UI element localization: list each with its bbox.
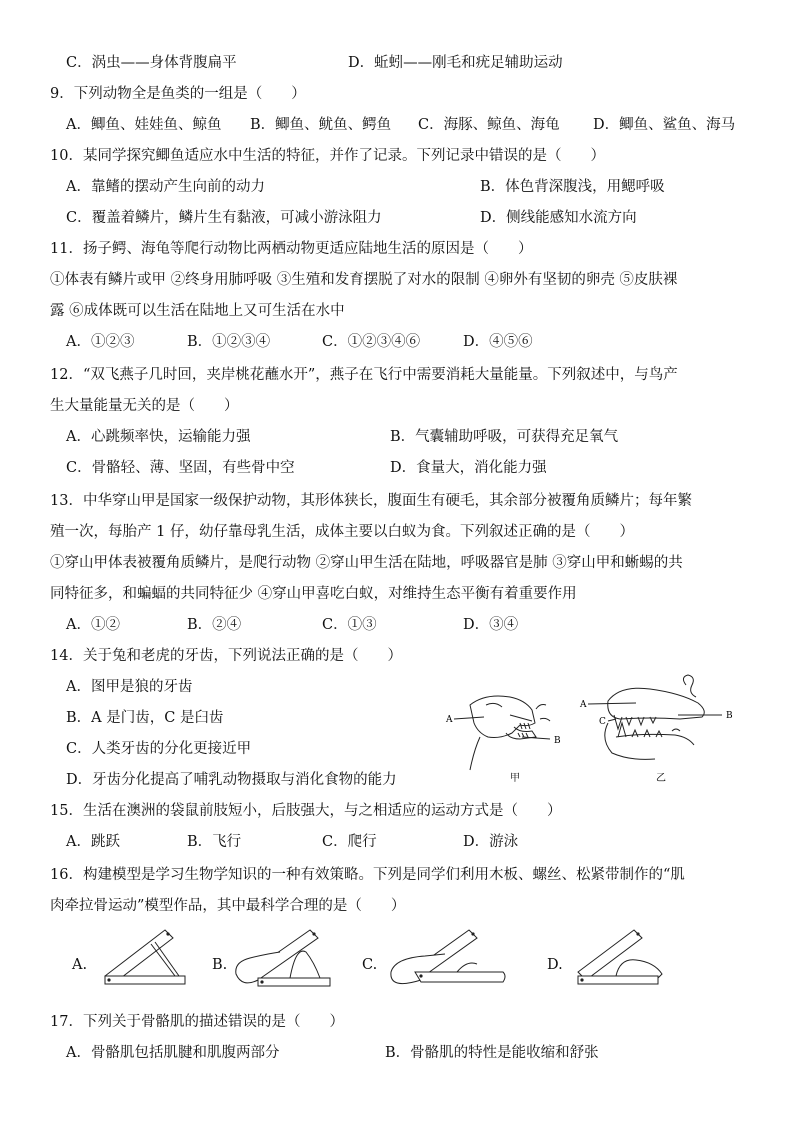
q16-option-b-label: B.	[212, 957, 228, 973]
q14-option-b: B．A 是门齿，C 是臼齿	[66, 710, 224, 726]
q16-model-d	[570, 928, 670, 990]
q15-option-d: D．游泳	[463, 834, 519, 850]
q15-option-b: B．飞行	[187, 834, 242, 850]
q10-option-d: D．侧线能感知水流方向	[480, 210, 637, 226]
q9-stem: 9．下列动物全是鱼类的一组是（ ）	[50, 86, 306, 102]
q13-stem-line-1: 13．中华穿山甲是国家一级保护动物，其形体狭长，腹面生有硬毛，其余部分被覆角质鳞片；每年繁	[50, 493, 692, 509]
q13-option-d: D．③④	[463, 617, 519, 633]
q13-statements-line-1: ①穿山甲体表被覆角质鳞片，是爬行动物 ②穿山甲生活在陆地，呼吸器官是肺 ③穿山甲和蜥蜴的共	[50, 555, 683, 571]
q13-option-b: B．②④	[187, 617, 242, 633]
q11-option-b: B．①②③④	[187, 334, 271, 350]
rabbit-label-b: B	[554, 736, 561, 746]
q14-option-a: A．图甲是狼的牙齿	[66, 679, 193, 695]
q11-stem: 11．扬子鳄、海龟等爬行动物比两栖动物更适应陆地生活的原因是（ ）	[50, 241, 533, 257]
q15-option-a: A．跳跃	[66, 834, 120, 850]
q12-option-b: B．气囊辅助呼吸，可获得充足氧气	[390, 429, 619, 445]
tiger-label-a-leader	[588, 703, 636, 704]
rabbit-label-a: A	[446, 715, 453, 725]
caption-jia: 甲	[510, 773, 520, 784]
q13-statements-line-2: 同特征多，和蝙蝠的共同特征少 ④穿山甲喜吃白蚁，对维持生态平衡有着重要作用	[50, 586, 577, 602]
q17-option-a: A．骨骼肌包括肌腱和肌腹两部分	[66, 1045, 280, 1061]
tiger-label-a: A	[580, 700, 587, 710]
q15-stem: 15．生活在澳洲的袋鼠前肢短小，后肢强大，与之相适应的运动方式是（ ）	[50, 803, 562, 819]
q17-stem: 17．下列关于骨骼肌的描述错误的是（ ）	[50, 1014, 344, 1030]
q17-option-b: B．骨骼肌的特性是能收缩和舒张	[385, 1045, 599, 1061]
q14-option-c: C．人类牙齿的分化更接近甲	[66, 741, 252, 757]
q16-model-b	[232, 928, 337, 990]
q12-option-d: D．食量大，消化能力强	[390, 460, 547, 476]
q14-teeth-figure	[440, 675, 740, 790]
q8-option-c: C．涡虫——身体背腹扁平	[66, 55, 237, 71]
q10-option-c: C．覆盖着鳞片，鳞片生有黏液，可减小游泳阻力	[66, 210, 382, 226]
rabbit-skull-drawing	[470, 696, 550, 770]
q11-statements-line-2: 露 ⑥成体既可以生活在陆地上又可生活在水中	[50, 303, 345, 319]
q16-stem-line-1: 16．构建模型是学习生物学知识的一种有效策略。下列是同学们利用木板、螺丝、松紧带制作的“肌	[50, 867, 685, 883]
q13-stem-line-2: 殖一次，每胎产 1 仔，幼仔靠母乳生活，成体主要以白蚁为食。下列叙述正确的是（ ）	[50, 524, 634, 540]
tiger-label-c: C	[599, 717, 606, 727]
q12-option-a: A．心跳频率快，运输能力强	[66, 429, 251, 445]
tiger-label-b: B	[726, 711, 733, 721]
q11-option-a: A．①②③	[66, 334, 135, 350]
q15-option-c: C．爬行	[322, 834, 377, 850]
q10-option-b: B．体色背深腹浅，用鳃呼吸	[480, 179, 665, 195]
q16-option-c-label: C.	[362, 957, 378, 973]
q11-statements-line-1: ①体表有鳞片或甲 ②终身用肺呼吸 ③生殖和发育摆脱了对水的限制 ④卵外有坚韧的卵壳 ⑤皮肤裸	[50, 272, 678, 288]
tiger-label-c-leader	[608, 719, 616, 721]
q16-option-a-label: A.	[72, 957, 88, 973]
q12-option-c: C．骨骼轻、薄、坚固，有些骨中空	[66, 460, 295, 476]
q14-stem: 14．关于兔和老虎的牙齿，下列说法正确的是（ ）	[50, 648, 402, 664]
q9-option-b: B．鲫鱼、鱿鱼、鳄鱼	[250, 117, 392, 133]
q8-option-d: D．蚯蚓——刚毛和疣足辅助运动	[348, 55, 563, 71]
q9-option-a: A．鲫鱼、娃娃鱼、鲸鱼	[66, 117, 222, 133]
q9-option-d: D．鲫鱼、鲨鱼、海马	[593, 117, 736, 133]
q12-stem-line-1: 12．“双飞燕子几时回，夹岸桃花蘸水开”，燕子在飞行中需要消耗大量能量。下列叙述中，与鸟产	[50, 367, 678, 383]
q10-option-a: A．靠鳍的摆动产生向前的动力	[66, 179, 265, 195]
q13-option-c: C．①③	[322, 617, 377, 633]
q16-stem-line-2: 肉牵拉骨运动”模型作品，其中最科学合理的是（ ）	[50, 898, 406, 914]
q13-option-a: A．①②	[66, 617, 120, 633]
q14-option-d: D．牙齿分化提高了哺乳动物摄取与消化食物的能力	[66, 772, 397, 788]
q11-option-c: C．①②③④⑥	[322, 334, 421, 350]
q9-option-c: C．海豚、鲸鱼、海龟	[418, 117, 560, 133]
q11-option-d: D．④⑤⑥	[463, 334, 533, 350]
tiger-skull-drawing	[605, 675, 704, 759]
q12-stem-line-2: 生大量能量无关的是（ ）	[50, 398, 239, 414]
rabbit-label-a-leader	[454, 717, 484, 719]
q16-model-a	[95, 928, 190, 988]
caption-yi: 乙	[656, 773, 666, 784]
q10-stem: 10．某同学探究鲫鱼适应水中生活的特征，并作了记录。下列记录中错误的是（ ）	[50, 148, 605, 164]
q16-option-d-label: D.	[547, 957, 563, 973]
q16-model-c	[385, 928, 510, 990]
